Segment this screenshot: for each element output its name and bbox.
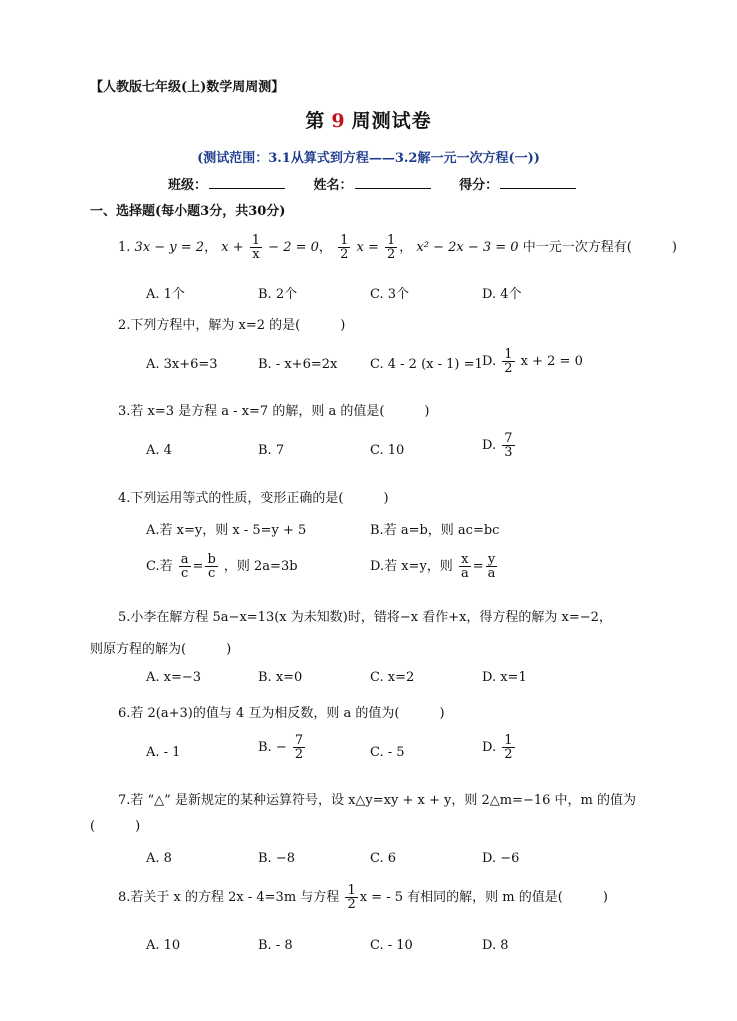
class-label: 班级： [168, 178, 208, 193]
q1-frac-1-over-x: $\frac{1}{x}$ [251, 233, 261, 262]
test-scope: (测试范围：3.1从算式到方程——3.2解一元一次方程(一)) [197, 151, 540, 166]
q1-eq4: x² − 2x − 3 = 0 [416, 240, 519, 255]
student-fields [168, 174, 600, 193]
q8-option-b[interactable]: B. - 8 [258, 938, 293, 953]
q4-option-c[interactable]: C.若 $\frac{a}{c}$ = $\frac{b}{c}$ ，则 2a=3b [146, 552, 298, 581]
q4-option-a[interactable]: A.若 x=y，则 x - 5=y + 5 [146, 523, 307, 538]
q8-option-a[interactable]: A. 10 [146, 938, 181, 953]
question-4-stem: 4.下列运用等式的性质，变形正确的是( ) [118, 491, 389, 506]
title-suffix: 周测试卷 [351, 110, 432, 132]
q3-option-a[interactable]: A. 4 [146, 443, 172, 458]
q3-option-b[interactable]: B. 7 [258, 443, 285, 458]
q1-option-a[interactable]: A. 1个 [146, 287, 185, 302]
q8-frac-half: $\frac{1}{2}$ [347, 883, 356, 912]
q5-option-c[interactable]: C. x=2 [370, 670, 415, 685]
q7-option-d[interactable]: D. −6 [482, 851, 520, 866]
question-7-stem-line1: 7.若 “△” 是新规定的某种运算符号，设 x△y=xy + x + y，则 2△m=−16 中，m 的值为 [118, 793, 636, 808]
question-6-stem: 6.若 2(a+3)的值与 4 互为相反数，则 a 的值为( ) [118, 706, 445, 721]
question-3-stem: 3.若 x=3 是方程 a - x=7 的解，则 a 的值是( ) [118, 404, 430, 419]
q1-sep3: ， [399, 240, 413, 255]
q4-option-b[interactable]: B.若 a=b，则 ac=bc [370, 523, 500, 538]
q4-option-d[interactable]: D.若 x=y，则 $\frac{x}{a}$ = $\frac{y}{a}$ [370, 552, 496, 581]
q1-frac-half-a: $\frac{1}{2}$ [340, 233, 349, 262]
q1-sep2: ， [318, 240, 332, 255]
q2-d-frac: $\frac{1}{2}$ [504, 347, 513, 376]
q7-option-a[interactable]: A. 8 [146, 851, 172, 866]
q1-tail: 中一元一次方程有( [522, 240, 632, 255]
q3-option-d[interactable]: D. $\frac{7}{3}$ [482, 431, 513, 460]
q3-d-frac: $\frac{7}{3}$ [504, 431, 513, 460]
title-prefix: 第 [305, 110, 326, 132]
question-7-stem-line2: ( ) [90, 819, 141, 834]
q6-option-a[interactable]: A. - 1 [146, 745, 181, 760]
q7-option-c[interactable]: C. 6 [370, 851, 397, 866]
q1-frac-half-b: $\frac{1}{2}$ [386, 233, 396, 262]
q5-option-d[interactable]: D. x=1 [482, 670, 527, 685]
q1-number: 1. [118, 240, 131, 255]
q1-close: ) [671, 240, 677, 255]
q1-option-c[interactable]: C. 3个 [370, 287, 410, 302]
question-5-stem-line1: 5.小李在解方程 5a−x=13(x 为未知数)时，错将−x 看作+x，得方程的解为 x=−2， [118, 610, 612, 625]
question-1-stem [118, 234, 677, 261]
name-blank[interactable] [355, 176, 431, 189]
q6-option-d[interactable]: D. $\frac{1}{2}$ [482, 733, 513, 762]
q1-option-b[interactable]: B. 2个 [258, 287, 298, 302]
q8-option-d[interactable]: D. 8 [482, 938, 509, 953]
q6-option-c[interactable]: C. - 5 [370, 745, 405, 760]
q5-option-b[interactable]: B. x=0 [258, 670, 303, 685]
q8-option-c[interactable]: C. - 10 [370, 938, 413, 953]
q1-option-d[interactable]: D. 4个 [482, 287, 522, 302]
q1-eq2a: x + [221, 240, 244, 255]
q2-option-d[interactable]: D. $\frac{1}{2}$ x + 2 = 0 [482, 347, 583, 376]
q2-option-b[interactable]: B. - x+6=2x [258, 357, 338, 372]
score-blank[interactable] [500, 176, 576, 189]
q2-option-c[interactable]: C. 4 - 2 (x - 1) =1 [370, 357, 483, 372]
q2-option-a[interactable]: A. 3x+6=3 [146, 357, 218, 372]
score-label: 得分： [459, 178, 499, 193]
q1-eq3b: x = [356, 240, 379, 255]
q5-option-a[interactable]: A. x=−3 [146, 670, 202, 685]
section-title: 一、选择题(每小题3分，共30分) [90, 204, 286, 219]
q7-option-b[interactable]: B. −8 [258, 851, 295, 866]
q1-eq2b: − 2 = 0 [268, 240, 319, 255]
page-title [0, 106, 737, 133]
q6-option-b[interactable]: B. − $\frac{7}{2}$ [258, 733, 304, 762]
q1-sep: ， [204, 240, 218, 255]
q1-eq1: 3x − y = 2 [134, 240, 205, 255]
name-label: 姓名： [313, 178, 353, 193]
header-tag: 【人教版七年级(上)数学周周测】 [90, 80, 285, 95]
question-5-stem-line2: 则原方程的解为( ) [90, 642, 232, 657]
class-blank[interactable] [209, 176, 285, 189]
title-number: 9 [331, 110, 346, 132]
question-2-stem: 2.下列方程中，解为 x=2 的是( ) [118, 318, 346, 333]
question-8-stem: 8.若关于 x 的方程 2x - 4=3m 与方程 $\frac{1}{2}$ x = - 5 有相同的解，则 m 的值是( ) [118, 883, 608, 912]
q3-option-c[interactable]: C. 10 [370, 443, 405, 458]
